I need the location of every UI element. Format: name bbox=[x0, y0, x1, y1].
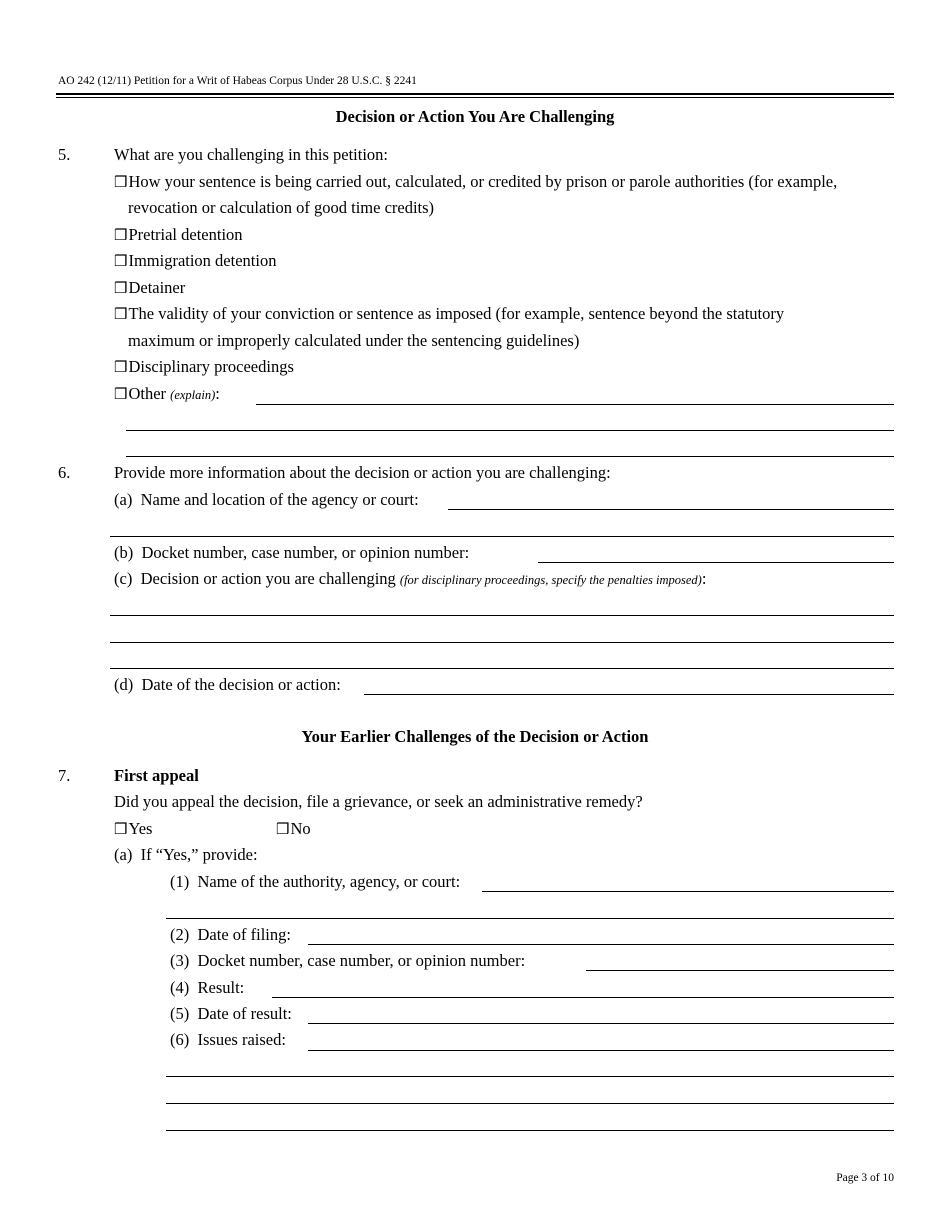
form-header: AO 242 (12/11) Petition for a Writ of Habeas Corpus Under 28 U.S.C. § 2241 bbox=[58, 75, 417, 87]
q6c-label bbox=[114, 569, 706, 590]
option-no[interactable] bbox=[276, 819, 311, 840]
option-other-label: Other bbox=[128, 384, 167, 403]
other-explain-field[interactable] bbox=[256, 404, 894, 405]
q6d-label bbox=[114, 675, 341, 695]
q7-item-6 bbox=[170, 1030, 286, 1050]
option-validity[interactable] bbox=[114, 304, 784, 325]
checkbox-icon[interactable]: ❒ bbox=[114, 175, 128, 191]
header-rule-thick bbox=[56, 93, 894, 95]
option-detainer[interactable] bbox=[114, 278, 185, 299]
q6b-marker: (b) bbox=[114, 543, 134, 562]
option-disciplinary-label: Disciplinary proceedings bbox=[128, 357, 294, 376]
option-sentence-cont: revocation or calculation of good time credits) bbox=[128, 198, 435, 217]
authority-field-2[interactable] bbox=[166, 918, 894, 919]
decision-date-field[interactable] bbox=[364, 694, 894, 695]
agency-court-field-2[interactable] bbox=[110, 536, 894, 537]
option-other-note: (explain) bbox=[170, 388, 216, 402]
q7-item-5 bbox=[170, 1004, 292, 1024]
q6-question: Provide more information about the decision or action you are challenging: bbox=[114, 463, 611, 482]
q7-item-2 bbox=[170, 925, 291, 945]
q7-item-1-marker: (1) bbox=[170, 872, 190, 891]
q7-item-4-label: Result: bbox=[197, 978, 245, 997]
q7-item-5-label: Date of result: bbox=[197, 1004, 292, 1023]
q7-item-4-marker: (4) bbox=[170, 978, 190, 997]
q5-question: What are you challenging in this petition: bbox=[114, 145, 389, 164]
q7-number: 7. bbox=[58, 766, 71, 785]
q7a-label bbox=[114, 845, 258, 865]
option-other-colon: : bbox=[215, 384, 220, 403]
issues-field[interactable] bbox=[308, 1050, 894, 1051]
q7a-marker: (a) bbox=[114, 845, 133, 864]
q7-item-6-marker: (6) bbox=[170, 1030, 190, 1049]
q6a-label bbox=[114, 490, 419, 510]
checkbox-icon[interactable]: ❒ bbox=[114, 228, 128, 244]
checkbox-icon[interactable]: ❒ bbox=[114, 254, 128, 270]
q7-item-1-label: Name of the authority, agency, or court: bbox=[197, 872, 461, 891]
decision-field-2[interactable] bbox=[110, 642, 894, 643]
filing-date-field[interactable] bbox=[308, 944, 894, 945]
page-number: Page 3 of 10 bbox=[836, 1172, 894, 1184]
q6c-text: Decision or action you are challenging bbox=[140, 569, 396, 588]
q7a-text: If “Yes,” provide: bbox=[140, 845, 258, 864]
q7-item-3 bbox=[170, 951, 525, 971]
docket-number-field[interactable] bbox=[538, 562, 894, 563]
q7-title: First appeal bbox=[114, 766, 199, 785]
q6c-colon: : bbox=[701, 569, 707, 588]
q6c-marker: (c) bbox=[114, 569, 133, 588]
other-explain-field-2[interactable] bbox=[126, 430, 894, 431]
option-validity-cont: maximum or improperly calculated under the sentencing guidelines) bbox=[128, 331, 580, 350]
q7-item-3-label: Docket number, case number, or opinion number: bbox=[197, 951, 526, 970]
q6c-note: (for disciplinary proceedings, specify the penalties imposed) bbox=[399, 573, 702, 587]
option-detainer-label: Detainer bbox=[128, 278, 186, 297]
agency-court-field[interactable] bbox=[448, 509, 894, 510]
q7-item-1 bbox=[170, 872, 460, 892]
option-pretrial-label: Pretrial detention bbox=[128, 225, 243, 244]
other-explain-field-3[interactable] bbox=[126, 456, 894, 457]
q6-number: 6. bbox=[58, 463, 71, 482]
option-sentence-label: How your sentence is being carried out, calculated, or credited by prison or parole authorities (for example, bbox=[128, 172, 838, 191]
issues-field-3[interactable] bbox=[166, 1103, 894, 1104]
option-no-label: No bbox=[290, 819, 311, 838]
option-immigration-label: Immigration detention bbox=[128, 251, 277, 270]
q6b-text: Docket number, case number, or opinion number: bbox=[141, 543, 470, 562]
authority-field[interactable] bbox=[482, 891, 894, 892]
q6a-text: Name and location of the agency or court: bbox=[140, 490, 419, 509]
option-immigration[interactable] bbox=[114, 251, 276, 272]
result-date-field[interactable] bbox=[308, 1023, 894, 1024]
section-title-decision: Decision or Action You Are Challenging bbox=[335, 107, 615, 126]
checkbox-icon[interactable]: ❒ bbox=[114, 281, 128, 297]
header-rule-thin bbox=[56, 97, 894, 98]
q7-item-2-marker: (2) bbox=[170, 925, 190, 944]
checkbox-icon[interactable]: ❒ bbox=[114, 360, 128, 376]
q7-item-5-marker: (5) bbox=[170, 1004, 190, 1023]
decision-field-3[interactable] bbox=[110, 668, 894, 669]
option-yes[interactable] bbox=[114, 819, 152, 840]
issues-field-2[interactable] bbox=[166, 1076, 894, 1077]
checkbox-icon[interactable]: ❒ bbox=[114, 307, 128, 323]
section-title-earlier: Your Earlier Challenges of the Decision or Action bbox=[301, 727, 649, 746]
result-field[interactable] bbox=[272, 997, 894, 998]
checkbox-icon[interactable]: ❒ bbox=[114, 822, 128, 838]
q7-item-2-label: Date of filing: bbox=[197, 925, 291, 944]
option-validity-label: The validity of your conviction or sentence as imposed (for example, sentence beyond the statutory bbox=[128, 304, 785, 323]
issues-field-4[interactable] bbox=[166, 1130, 894, 1131]
appeal-docket-field[interactable] bbox=[586, 970, 894, 971]
q6d-text: Date of the decision or action: bbox=[141, 675, 341, 694]
q7-item-6-label: Issues raised: bbox=[197, 1030, 286, 1049]
option-disciplinary[interactable] bbox=[114, 357, 294, 378]
q6b-label bbox=[114, 543, 469, 563]
decision-field-1[interactable] bbox=[110, 615, 894, 616]
q5-number: 5. bbox=[58, 145, 71, 164]
q7-item-4 bbox=[170, 978, 244, 998]
option-other[interactable] bbox=[114, 384, 220, 405]
checkbox-icon[interactable]: ❒ bbox=[276, 822, 290, 838]
option-pretrial[interactable] bbox=[114, 225, 243, 246]
q6a-marker: (a) bbox=[114, 490, 133, 509]
checkbox-icon[interactable]: ❒ bbox=[114, 387, 128, 403]
q6d-marker: (d) bbox=[114, 675, 134, 694]
option-sentence[interactable] bbox=[114, 172, 837, 193]
q7-item-3-marker: (3) bbox=[170, 951, 190, 970]
q7-question: Did you appeal the decision, file a grievance, or seek an administrative remedy? bbox=[114, 792, 643, 811]
option-yes-label: Yes bbox=[128, 819, 153, 838]
